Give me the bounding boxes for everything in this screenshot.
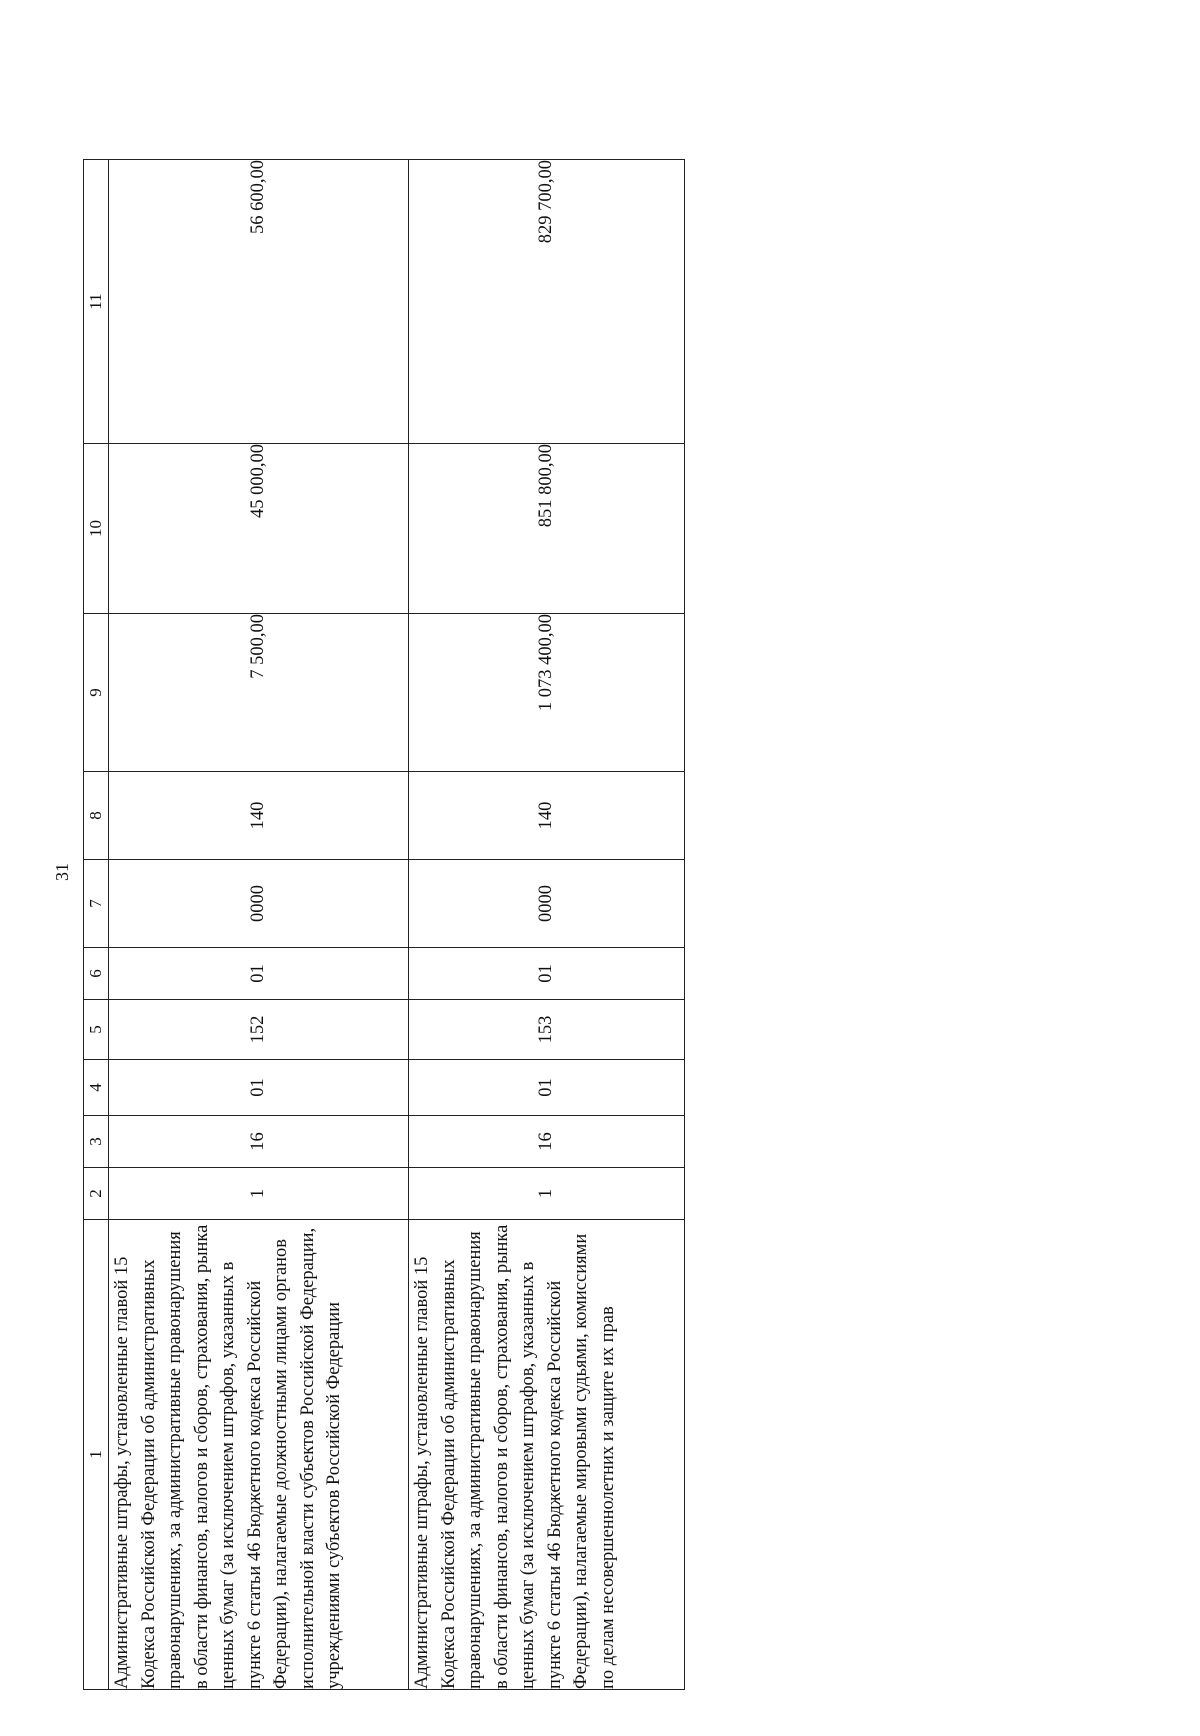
cell-col-3: 16: [109, 1116, 409, 1168]
row-description: Административные штрафы, установленные главой 15 Кодекса Российской Федерации об административных правонарушениях, за административные правонарушения в области финансов, налогов и сборов, страхования, рынка ценных бумаг (за исключением штрафов, указанных в пункте 6 статьи 46 Бюджетного кодекса Российской Федерации), налагаемые мировыми судьями, комиссиями по делам несовершеннолетних и защите их прав: [409, 1220, 685, 1690]
cell-col-4: 01: [109, 1060, 409, 1116]
page-number: 31: [52, 863, 72, 881]
cell-col-10: 45 000,00: [109, 444, 409, 614]
column-header-8: 8: [84, 772, 109, 860]
cell-col-5: 153: [409, 1000, 685, 1060]
rotated-table-container: [83, 160, 683, 1690]
row-description: Административные штрафы, установленные главой 15 Кодекса Российской Федерации об административных правонарушениях, за административные правонарушения в области финансов, налогов и сборов, страхования, рынка ценных бумаг (за исключением штрафов, указанных в пункте 6 статьи 46 Бюджетного кодекса Российской Федерации), налагаемые должностными лицами органов исполнительной власти субъектов Российской Федерации, учреждениями субъектов Российской Федерации: [109, 1220, 409, 1690]
cell-col-11: 829 700,00: [409, 160, 685, 444]
cell-col-2: 1: [409, 1168, 685, 1220]
column-header-4: 4: [84, 1060, 109, 1116]
cell-col-4: 01: [409, 1060, 685, 1116]
cell-col-9: 7 500,00: [109, 614, 409, 772]
cell-col-8: 140: [109, 772, 409, 860]
column-header-1: 1: [84, 1220, 109, 1690]
cell-col-9: 1 073 400,00: [409, 614, 685, 772]
table-row: [109, 160, 409, 1690]
table-row: [409, 160, 685, 1690]
column-header-6: 6: [84, 948, 109, 1000]
cell-col-8: 140: [409, 772, 685, 860]
cell-col-11: 56 600,00: [109, 160, 409, 444]
column-header-3: 3: [84, 1116, 109, 1168]
cell-col-3: 16: [409, 1116, 685, 1168]
budget-table: [83, 159, 685, 1690]
column-header-5: 5: [84, 1000, 109, 1060]
cell-col-7: 0000: [409, 860, 685, 948]
cell-col-6: 01: [109, 948, 409, 1000]
column-header-9: 9: [84, 614, 109, 772]
cell-col-10: 851 800,00: [409, 444, 685, 614]
column-header-7: 7: [84, 860, 109, 948]
column-header-11: 11: [84, 160, 109, 444]
column-header-10: 10: [84, 444, 109, 614]
column-number-row: [84, 160, 109, 1690]
cell-col-7: 0000: [109, 860, 409, 948]
cell-col-6: 01: [409, 948, 685, 1000]
column-header-2: 2: [84, 1168, 109, 1220]
cell-col-5: 152: [109, 1000, 409, 1060]
cell-col-2: 1: [109, 1168, 409, 1220]
